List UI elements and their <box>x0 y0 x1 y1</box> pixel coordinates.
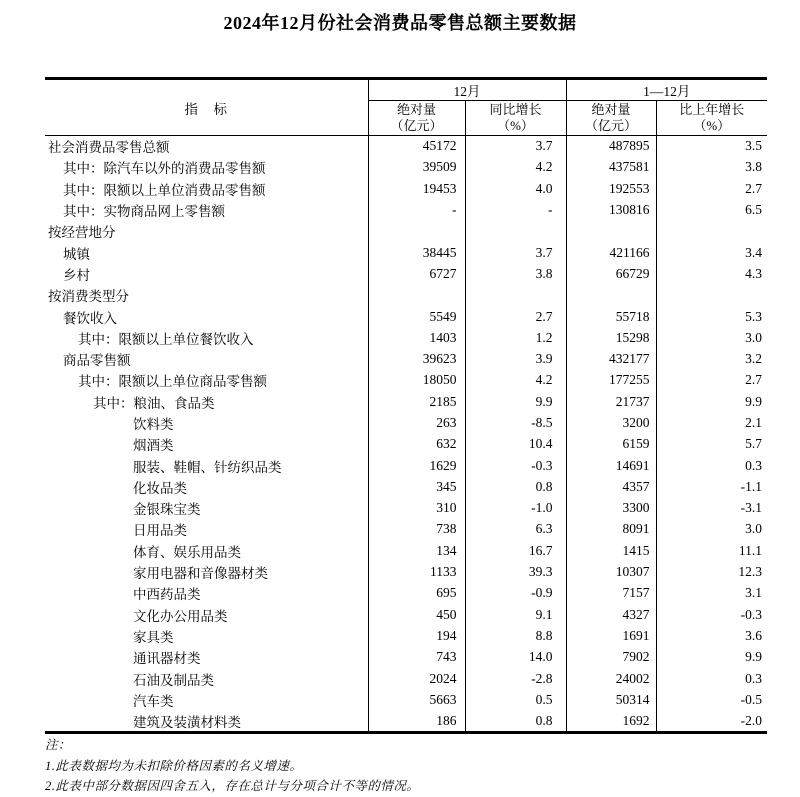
row-indicator-label: 其中：粮油、食品类 <box>45 391 368 412</box>
cell-ytd-growth: 3.4 <box>745 244 762 260</box>
header-line: （亿元） <box>584 118 637 133</box>
column-header-ytd-growth <box>656 101 767 136</box>
row-indicator-label: 其中：限额以上单位餐饮收入 <box>45 327 368 348</box>
table-header <box>45 79 767 136</box>
cell-dec-growth: 9.9 <box>465 391 566 412</box>
cell-ytd-growth: 5.3 <box>745 308 762 324</box>
cell-ytd-growth <box>656 221 767 242</box>
note-item-1: 1.此表数据均为未扣除价格因素的名义增速。 <box>45 758 303 773</box>
table-row <box>45 199 767 220</box>
row-indicator-label: 其中：限额以上单位消费品零售额 <box>45 178 368 199</box>
table-row <box>45 348 767 369</box>
cell-dec-absolute: 738 <box>368 519 465 540</box>
row-indicator-label: 城镇 <box>45 242 368 263</box>
cell-dec-absolute: 45172 <box>368 136 465 157</box>
table-row <box>45 583 767 604</box>
cell-dec-absolute: 1403 <box>368 327 465 348</box>
cell-ytd-growth: 6.5 <box>745 202 762 218</box>
cell-dec-absolute: 263 <box>368 412 465 433</box>
cell-dec-absolute: 19453 <box>368 178 465 199</box>
cell-ytd-growth: 9.9 <box>745 393 762 409</box>
table-row <box>45 306 767 327</box>
note-item-2: 2.此表中部分数据因四舍五入，存在总计与分项合计不等的情况。 <box>45 779 420 793</box>
row-indicator-label: 其中：实物商品网上零售额 <box>45 199 368 220</box>
row-indicator-label: 其中：除汽车以外的消费品零售额 <box>45 157 368 178</box>
cell-ytd-absolute: 14691 <box>566 455 656 476</box>
header-line: 绝对量 <box>591 102 631 117</box>
table-row <box>45 455 767 476</box>
table-row <box>45 391 767 412</box>
cell-dec-growth: 10.4 <box>465 434 566 455</box>
cell-ytd-growth: 4.3 <box>745 265 762 281</box>
row-indicator-label: 文化办公用品类 <box>45 604 368 625</box>
row-indicator-label: 乡村 <box>45 263 368 284</box>
table-row <box>45 136 767 157</box>
cell-ytd-growth: 3.8 <box>745 159 762 175</box>
cell-ytd-absolute <box>566 221 656 242</box>
table-row <box>45 157 767 178</box>
row-indicator-label: 中西药品类 <box>45 583 368 604</box>
cell-ytd-growth: 3.0 <box>745 329 762 345</box>
cell-ytd-absolute: 24002 <box>566 668 656 689</box>
cell-dec-absolute: 18050 <box>368 370 465 391</box>
cell-ytd-absolute: 4327 <box>566 604 656 625</box>
cell-ytd-growth: 9.9 <box>745 649 762 665</box>
cell-dec-growth: 0.8 <box>465 711 566 733</box>
row-indicator-label: 汽车类 <box>45 689 368 710</box>
cell-ytd-absolute: 10307 <box>566 561 656 582</box>
table-row <box>45 327 767 348</box>
cell-ytd-growth: 3.6 <box>745 627 762 643</box>
row-indicator-label: 家具类 <box>45 625 368 646</box>
row-indicator-label: 石油及制品类 <box>45 668 368 689</box>
cell-dec-absolute: 39509 <box>368 157 465 178</box>
cell-ytd-growth <box>656 285 767 306</box>
row-indicator-label: 餐饮收入 <box>45 306 368 327</box>
table-row <box>45 689 767 710</box>
page-title: 2024年12月份社会消费品零售总额主要数据 <box>223 13 577 33</box>
table-row <box>45 625 767 646</box>
table-row <box>45 604 767 625</box>
cell-ytd-growth: 12.3 <box>738 564 762 580</box>
cell-ytd-absolute: 6159 <box>566 434 656 455</box>
cell-dec-absolute: 186 <box>368 711 465 733</box>
column-header-dec-absolute <box>368 101 465 136</box>
cell-ytd-absolute: 437581 <box>566 157 656 178</box>
cell-dec-growth: 0.8 <box>465 476 566 497</box>
cell-dec-absolute: 1629 <box>368 455 465 476</box>
header-line: （%） <box>497 118 534 133</box>
cell-dec-growth: 4.2 <box>465 370 566 391</box>
table-row <box>45 412 767 433</box>
cell-dec-growth: 3.8 <box>465 263 566 284</box>
cell-dec-growth: 14.0 <box>465 647 566 668</box>
table-row <box>45 221 767 242</box>
cell-ytd-growth: 2.1 <box>745 415 762 430</box>
table-row <box>45 540 767 561</box>
cell-ytd-growth: 3.2 <box>745 351 762 367</box>
cell-dec-absolute: 2185 <box>368 391 465 412</box>
cell-dec-growth <box>465 221 566 242</box>
cell-dec-growth: -2.8 <box>465 668 566 689</box>
cell-dec-absolute: 5663 <box>368 689 465 710</box>
cell-dec-growth: 39.3 <box>465 561 566 582</box>
cell-dec-growth: 4.0 <box>465 178 566 199</box>
row-indicator-label: 建筑及装潢材料类 <box>45 711 368 733</box>
cell-ytd-growth: 11.1 <box>738 542 762 558</box>
cell-ytd-growth: -0.5 <box>740 691 762 707</box>
cell-ytd-absolute: 1415 <box>566 540 656 561</box>
cell-dec-absolute: 39623 <box>368 348 465 369</box>
row-indicator-label: 其中：限额以上单位商品零售额 <box>45 370 368 391</box>
cell-ytd-absolute: 192553 <box>566 178 656 199</box>
cell-dec-growth: - <box>465 199 566 220</box>
cell-ytd-absolute: 3200 <box>566 412 656 433</box>
cell-dec-absolute: 632 <box>368 434 465 455</box>
cell-dec-absolute: 6727 <box>368 263 465 284</box>
cell-ytd-absolute: 487895 <box>566 136 656 157</box>
cell-ytd-absolute: 432177 <box>566 348 656 369</box>
cell-ytd-growth: 3.1 <box>745 585 762 601</box>
cell-ytd-growth: 3.5 <box>745 138 762 154</box>
cell-ytd-absolute: 66729 <box>566 263 656 284</box>
row-indicator-label: 体育、娱乐用品类 <box>45 540 368 561</box>
cell-ytd-growth: -1.1 <box>740 478 762 494</box>
cell-ytd-absolute: 21737 <box>566 391 656 412</box>
row-indicator-label: 按消费类型分 <box>45 285 368 306</box>
cell-dec-growth <box>465 285 566 306</box>
table-row <box>45 285 767 306</box>
column-group-december: 12月 <box>368 79 566 101</box>
cell-dec-growth: -1.0 <box>465 498 566 519</box>
table-row <box>45 711 767 733</box>
table-row <box>45 561 767 582</box>
cell-dec-absolute: 5549 <box>368 306 465 327</box>
cell-dec-absolute <box>368 221 465 242</box>
cell-ytd-growth: 2.7 <box>745 372 762 388</box>
cell-dec-growth: 4.2 <box>465 157 566 178</box>
table-body <box>45 136 767 733</box>
cell-dec-growth: 3.7 <box>465 242 566 263</box>
table-row <box>45 242 767 263</box>
retail-sales-table <box>45 77 767 734</box>
cell-dec-growth: -0.3 <box>465 455 566 476</box>
cell-dec-absolute: 1133 <box>368 561 465 582</box>
cell-ytd-growth: 3.0 <box>745 521 762 537</box>
cell-dec-growth: 8.8 <box>465 625 566 646</box>
cell-ytd-absolute: 130816 <box>566 199 656 220</box>
table-row <box>45 263 767 284</box>
cell-ytd-absolute: 3300 <box>566 498 656 519</box>
table-notes <box>45 735 419 797</box>
row-indicator-label: 饮料类 <box>45 412 368 433</box>
header-line: （亿元） <box>390 118 443 133</box>
notes-label: 注： <box>45 738 72 752</box>
cell-ytd-growth: 0.3 <box>745 457 762 473</box>
cell-dec-absolute <box>368 285 465 306</box>
table-row <box>45 178 767 199</box>
row-indicator-label: 烟酒类 <box>45 434 368 455</box>
cell-ytd-absolute: 421166 <box>566 242 656 263</box>
header-line: 比上年增长 <box>679 102 745 117</box>
cell-ytd-growth: 5.7 <box>745 436 762 452</box>
row-indicator-label: 金银珠宝类 <box>45 498 368 519</box>
cell-dec-absolute: 194 <box>368 625 465 646</box>
table-row <box>45 476 767 497</box>
table-row <box>45 434 767 455</box>
cell-dec-growth: 9.1 <box>465 604 566 625</box>
cell-dec-growth: 1.2 <box>465 327 566 348</box>
header-line: 绝对量 <box>396 102 436 117</box>
row-indicator-label: 按经营地分 <box>45 221 368 242</box>
cell-dec-absolute: 743 <box>368 647 465 668</box>
cell-ytd-absolute: 8091 <box>566 519 656 540</box>
cell-ytd-absolute: 55718 <box>566 306 656 327</box>
cell-ytd-absolute: 50314 <box>566 689 656 710</box>
row-indicator-label: 家用电器和音像器材类 <box>45 561 368 582</box>
cell-dec-absolute: 134 <box>368 540 465 561</box>
table-row <box>45 647 767 668</box>
column-header-dec-growth <box>465 101 566 136</box>
cell-dec-absolute: 345 <box>368 476 465 497</box>
row-indicator-label: 通讯器材类 <box>45 647 368 668</box>
cell-dec-growth: 3.7 <box>465 136 566 157</box>
cell-ytd-growth: -2.0 <box>740 712 762 728</box>
cell-dec-growth: 0.5 <box>465 689 566 710</box>
row-indicator-label: 日用品类 <box>45 519 368 540</box>
cell-dec-absolute: 450 <box>368 604 465 625</box>
cell-ytd-growth: -0.3 <box>740 606 762 622</box>
table-row <box>45 519 767 540</box>
cell-dec-growth: 6.3 <box>465 519 566 540</box>
cell-dec-growth: 2.7 <box>465 306 566 327</box>
cell-dec-growth: -8.5 <box>465 412 566 433</box>
cell-dec-growth: 16.7 <box>465 540 566 561</box>
column-group-jan-dec: 1—12月 <box>566 79 767 101</box>
cell-ytd-absolute: 1692 <box>566 711 656 733</box>
row-indicator-label: 化妆品类 <box>45 476 368 497</box>
table-row <box>45 498 767 519</box>
cell-ytd-growth: -3.1 <box>740 500 762 516</box>
cell-ytd-absolute: 1691 <box>566 625 656 646</box>
cell-ytd-absolute <box>566 285 656 306</box>
column-header-indicator: 指 标 <box>45 79 368 136</box>
cell-dec-absolute: 38445 <box>368 242 465 263</box>
cell-dec-absolute: 695 <box>368 583 465 604</box>
header-line: （%） <box>693 118 731 133</box>
row-indicator-label: 社会消费品零售总额 <box>45 136 368 157</box>
row-indicator-label: 商品零售额 <box>45 348 368 369</box>
cell-dec-absolute: - <box>368 199 465 220</box>
cell-ytd-growth: 2.7 <box>745 180 762 196</box>
header-line: 同比增长 <box>489 102 542 117</box>
cell-dec-absolute: 310 <box>368 498 465 519</box>
cell-ytd-absolute: 7902 <box>566 647 656 668</box>
cell-ytd-growth: 0.3 <box>745 670 762 686</box>
cell-dec-growth: 3.9 <box>465 348 566 369</box>
cell-dec-growth: -0.9 <box>465 583 566 604</box>
cell-dec-absolute: 2024 <box>368 668 465 689</box>
table-row <box>45 370 767 391</box>
table-row <box>45 668 767 689</box>
cell-ytd-absolute: 7157 <box>566 583 656 604</box>
cell-ytd-absolute: 177255 <box>566 370 656 391</box>
row-indicator-label: 服装、鞋帽、针纺织品类 <box>45 455 368 476</box>
cell-ytd-absolute: 15298 <box>566 327 656 348</box>
column-header-ytd-absolute <box>566 101 656 136</box>
cell-ytd-absolute: 4357 <box>566 476 656 497</box>
